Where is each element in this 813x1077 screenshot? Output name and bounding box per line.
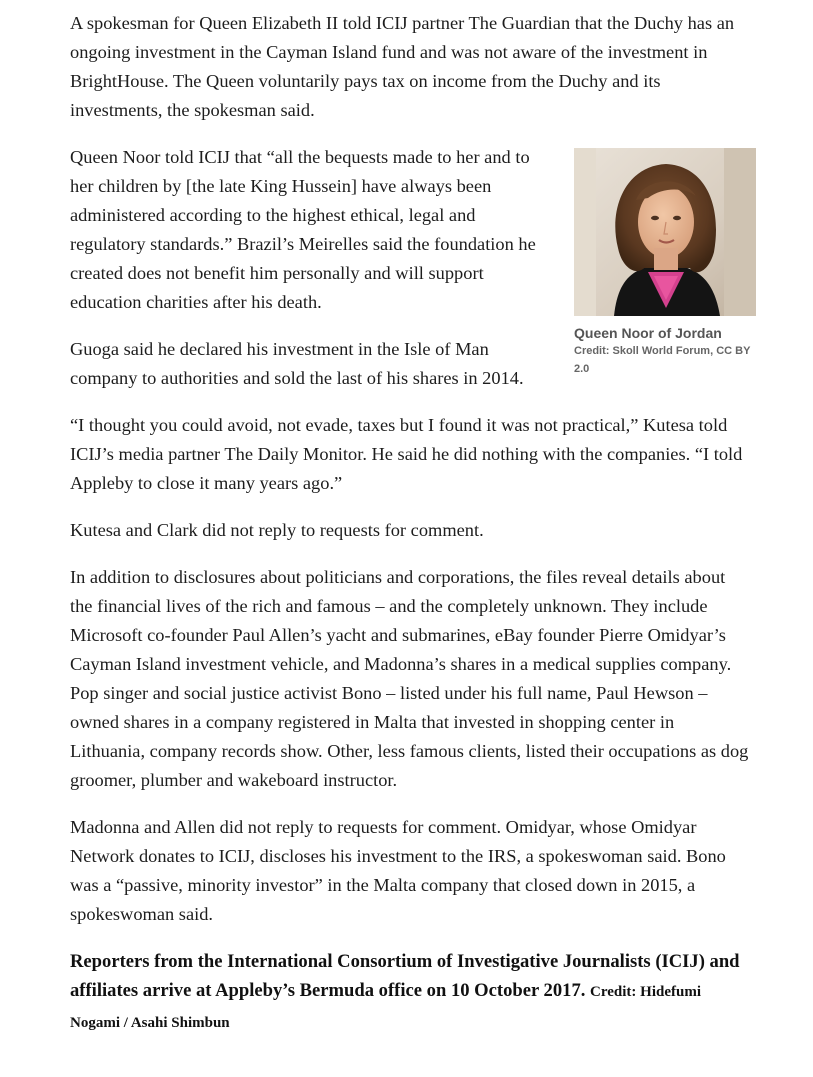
paragraph-guoga: Guoga said he declared his investment in the Isle of Man company to authorities and sold the last of his shares in 2014. [70,339,524,388]
article-body [70,9,750,1038]
photo-caption-title: Queen Noor of Jordan [574,325,722,341]
queen-noor-photo [574,148,756,316]
paragraph-queen-noor: Queen Noor told ICIJ that “all the bequests made to her and to her children by [the late King Hussein] have always been administered according to the highest ethical, legal and regulatory standards.” Brazil’s Meirelles said the foundation he created does not benefit him personally and will support education charities after his death. [70,147,536,312]
paragraph-kutesa-quote: “I thought you could avoid, not evade, taxes but I found it was not practical,” Kutesa told ICIJ’s media partner The Daily Monitor. He said he did nothing with the companies. “I told Appleby to close it many years ago.” [70,415,743,493]
photo-figure [574,148,756,378]
closing-caption-text: Reporters from the International Consortium of Investigative Journalists (ICIJ) and affiliates arrive at Appleby’s Bermuda office on 10 October 2017. [70,951,740,1001]
paragraph-madonna-allen: Madonna and Allen did not reply to requests for comment. Omidyar, whose Omidyar Network donates to ICIJ, discloses his investment to the IRS, a spokeswoman said. Bono was a “passive, minority investor” in the Malta company that closed down in 2015, a spokeswoman said. [70,817,726,924]
paragraph-no-reply: Kutesa and Clark did not reply to requests for comment. [70,520,484,540]
paragraph-queen-elizabeth: A spokesman for Queen Elizabeth II told ICIJ partner The Guardian that the Duchy has an ongoing investment in the Cayman Island fund and was not aware of the investment in BrightHouse. The Queen voluntarily pays tax on income from the Duchy and its investments, the spokesman said. [70,13,735,120]
closing-photo-caption [70,947,750,1038]
closing-caption-credit: Credit: Hidefumi Nogami / Asahi Shimbun [70,984,702,1031]
photo-caption-credit: Credit: Skoll World Forum, CC BY 2.0 [574,345,751,375]
paragraph-rich-and-famous: In addition to disclosures about politicians and corporations, the files reveal details about the financial lives of the rich and famous – and the completely unknown. They include Microsoft co-founder Paul Allen’s yacht and submarines, eBay founder Pierre Omidyar’s Cayman Island investment vehicle, and Madonna’s shares in a medical supplies company. Pop singer and social justice activist Bono – listed under his full name, Paul Hewson – owned shares in a company registered in Malta that invested in shopping center in Lithuania, company records show. Other, less famous clients, listed their occupations as dog groomer, plumber and wakeboard instructor. [70,567,749,790]
